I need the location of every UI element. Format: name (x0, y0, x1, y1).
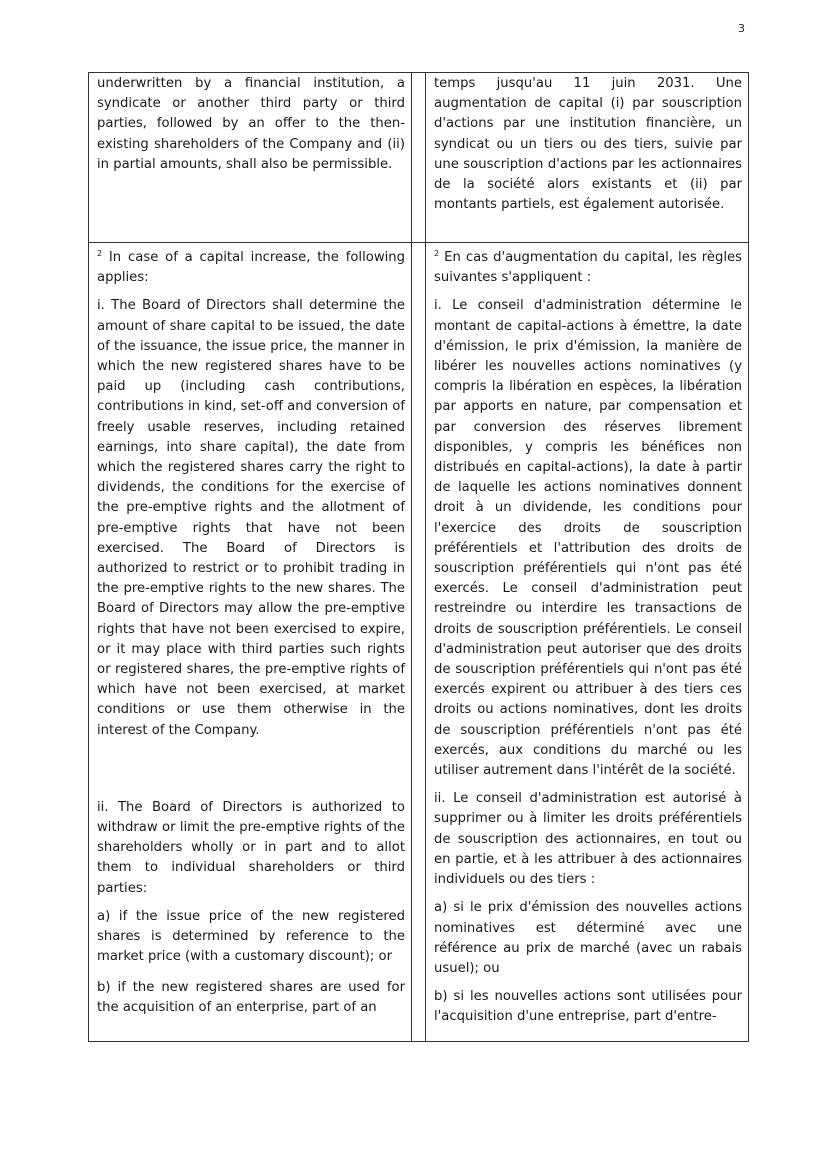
french-paragraph: ii. Le conseil d'administration est autorisé à supprimer ou à limiter les droits préférentiels de souscription des actionnaires, en tout ou en partie, et à les attribuer à des actionnaires individuels ou des tiers : (434, 791, 742, 888)
english-paragraph: i. The Board of Directors shall determine the amount of share capital to be issued, the date of the issuance, the issue price, the manner in which the new registered shares have to be paid up (including cash contributions, contributions in kind, set-off and conversion of freely usable reserves, including retained earnings, into share capital), the date from which the registered shares carry the right to dividends, the conditions for the exercise of the pre-emptive rights and the allotment of pre-emptive rights that have not been exercised. The Board of Directors is authorized to restrict or to prohibit trading in the pre-emptive rights to the new shares. The Board of Directors may allow the pre-emptive rights that have not been exercised to expire, or it may place with third parties such rights or registered shares, the pre-emptive rights of which have not been exercised, at market conditions or use them otherwise in the interest of the Company. (97, 298, 406, 738)
french-paragraph: temps jusqu'au 11 juin 2031. Une augmentation de capital (i) par souscription d'actions par une institution financière, un syndicat ou un tiers ou des tiers, suivie par une souscription d'actions par les actionnaires de la société alors existants et (ii) par montants partiels, est également autorisée. (434, 76, 742, 213)
english-paragraph: b) if the new registered shares are used for the acquisition of an enterprise, part of an (97, 979, 405, 1015)
english-paragraph (97, 244, 405, 288)
gutter-cell (412, 243, 426, 1042)
french-paragraph: b) si les nouvelles actions sont utilisées pour l'acquisition d'une entreprise, part d'entre- (434, 989, 742, 1025)
english-cell (89, 73, 412, 243)
table-row (89, 243, 749, 1042)
gutter-cell (412, 73, 426, 243)
english-paragraph: a) if the issue price of the new registered shares is determined by reference to the market price (with a customary discount); or (97, 908, 405, 965)
french-paragraph (434, 244, 742, 288)
french-paragraph: a) si le prix d'émission des nouvelles actions nominatives est déterminé avec une référence au prix de marché (avec un rabais usuel); ou (434, 900, 742, 976)
french-cell (426, 243, 749, 1042)
page-number: 3 (738, 22, 745, 35)
bilingual-table (88, 72, 749, 1042)
french-paragraph-text: En cas d'augmentation du capital, les règles suivantes s'appliquent : (434, 250, 742, 286)
french-cell (426, 73, 749, 243)
english-paragraph-text: In case of a capital increase, the following applies: (97, 250, 405, 286)
table-row (89, 73, 749, 243)
paragraph-number: 2 (97, 249, 103, 258)
english-cell (89, 243, 412, 1042)
french-paragraph: i. Le conseil d'administration détermine le montant de capital-actions à émettre, la date d'émission, le prix d'émission, la manière de libérer les nouvelles actions nominatives (y compris la libération en espèces, la libération par apports en nature, par compensation et par conversion des réserves librement disponibles, y compris les bénéfices non distribués en capital-actions), la date à partir de laquelle les actions nominatives donnent droit à un dividende, les conditions pour l'exercice des droits de souscription préférentiels et l'attribution des droits de souscription préférentiels qui n'ont pas été exercés. Le conseil d'administration peut restreindre ou interdire les transactions de droits de souscription préférentiels. Le conseil d'administration peut autoriser que des droits de souscription préférentiels qui n'ont pas été exercés expirent ou attribuer à des tiers ces droits ou actions nominatives, dont les droits de souscription préférentiels n'ont pas été exercés, aux conditions du marché ou les utiliser autrement dans l'intérêt de la société. (434, 298, 742, 779)
paragraph-number: 2 (434, 249, 440, 258)
english-paragraph: ii. The Board of Directors is authorized to withdraw or limit the pre-emptive rights of the shareholders wholly or in part and to allot them to individual shareholders or third parties: (97, 799, 405, 896)
english-paragraph: underwritten by a financial institution, a syndicate or another third party or third parties, followed by an offer to the then-existing shareholders of the Company and (ii) in partial amounts, shall also be permissible. (97, 76, 405, 172)
